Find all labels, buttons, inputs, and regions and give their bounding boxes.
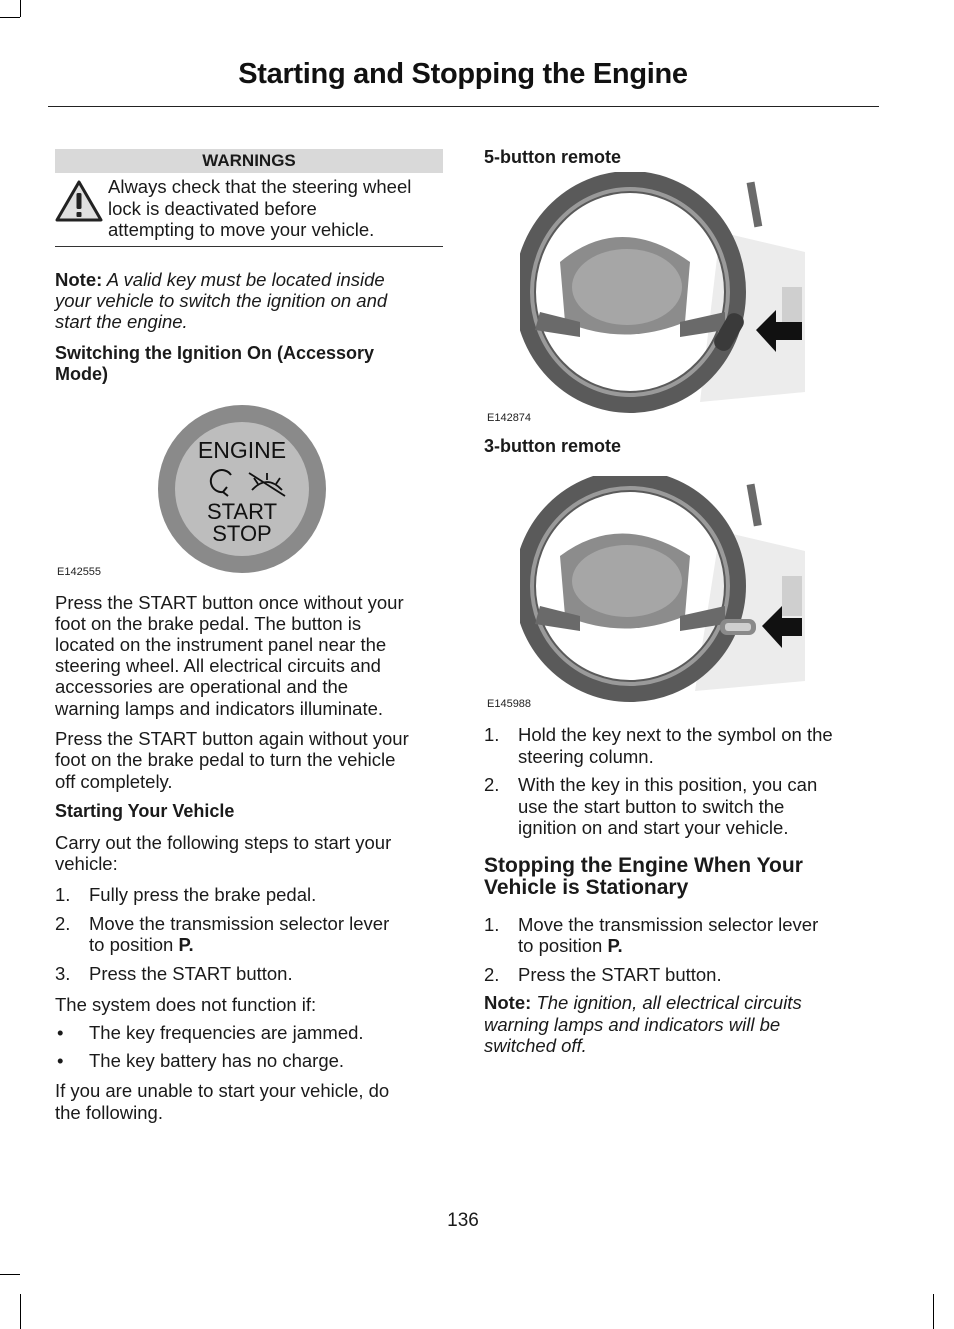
list-text: With the key in this position, you can [518,774,818,795]
list-number: 2. [55,913,71,934]
section-heading: Vehicle is Stationary [484,876,689,899]
warning-text-line: lock is deactivated before [108,198,317,219]
crop-mark [20,1294,21,1329]
figure-id: E142555 [57,566,102,578]
paragraph-line: Press the START button once without your [55,592,404,613]
list-item [55,884,445,906]
list-number: 1. [484,724,500,745]
list-number: 1. [55,884,71,905]
list-number: 2. [484,774,500,795]
crop-mark [0,17,20,18]
list-text: Move the transmission selector lever [89,913,390,934]
list-number: 1. [484,914,500,935]
engine-start-stop-button-illustration [157,404,327,574]
page-number: 136 [447,1210,479,1231]
section-heading: Stopping the Engine When Your [484,854,803,877]
note-line: switched off. [484,1035,587,1056]
paragraph-line: foot on the brake pedal to turn the vehicle [55,749,396,770]
paragraph-line: Carry out the following steps to start your [55,832,392,853]
steering-wheel-5-button-illustration [520,172,805,418]
paragraph-line: vehicle: [55,853,118,874]
paragraph-line: steering wheel. All electrical circuits and [55,655,381,676]
title-rule [48,106,879,107]
list-text-cont [89,934,194,956]
list-text: Fully press the brake pedal. [89,884,317,905]
paragraph-line: located on the instrument panel near the [55,634,387,655]
note-text: The ignition, all electrical circuits [531,992,802,1013]
bullet-text: The key frequencies are jammed. [89,1022,364,1043]
note-text: A valid key must be located inside [102,269,385,290]
list-text: to position [518,935,608,956]
figure-heading: 3-button remote [484,436,621,456]
section-heading: Mode) [55,364,108,384]
warning-rule [55,246,443,247]
bullet-mark: • [57,1050,64,1071]
page-title: Starting and Stopping the Engine [238,58,688,90]
note-line: start the engine. [55,311,188,332]
list-text: Press the START button. [89,963,293,984]
list-item [484,914,879,958]
list-text: Press the START button. [518,964,722,985]
warning-text-line: attempting to move your vehicle. [108,219,375,240]
paragraph-line: the following. [55,1102,163,1123]
bullet-item [55,1050,445,1072]
paragraph-line: Press the START button again without your [55,728,409,749]
note-label: Note: [484,992,532,1013]
button-top-label: ENGINE [197,437,287,463]
list-text: use the start button to switch the [518,796,785,817]
warnings-heading: WARNINGS [55,149,443,173]
list-text: ignition on and start your vehicle. [518,817,789,838]
note-line [55,269,385,291]
bullet-text: The key battery has no charge. [89,1050,345,1071]
list-item [55,963,445,985]
bullet-mark: • [57,1022,64,1043]
list-text: Hold the key next to the symbol on the [518,724,833,745]
button-start-label: START [206,499,278,524]
crop-mark [0,1274,20,1275]
paragraph-line: If you are unable to start your vehicle, do [55,1080,390,1101]
section-heading: Starting Your Vehicle [55,801,235,821]
crop-mark [933,1294,934,1329]
figure-id: E142874 [487,412,532,424]
list-item [484,774,879,840]
list-item [484,964,879,986]
list-number: 3. [55,963,71,984]
warning-triangle-icon [55,180,103,222]
note-line [484,992,802,1014]
section-heading: Switching the Ignition On (Accessory [55,343,375,363]
button-stop-label: STOP [212,521,272,546]
note-line: your vehicle to switch the ignition on and [55,290,388,311]
list-item [55,913,445,957]
note-line: warning lamps and indicators will be [484,1014,781,1035]
list-text: steering column. [518,746,654,767]
list-item [484,724,879,768]
paragraph-line: foot on the brake pedal. The button is [55,613,362,634]
crop-mark [20,0,21,17]
figure-id: E145988 [487,698,532,710]
list-number: 2. [484,964,500,985]
position-label: P. [607,935,623,956]
note-label: Note: [55,269,103,290]
steering-wheel-3-button-illustration [520,476,805,704]
list-text: to position [89,934,179,955]
paragraph-line: warning lamps and indicators illuminate. [55,698,384,719]
paragraph-line: off completely. [55,771,173,792]
warning-text-line: Always check that the steering wheel [108,176,412,197]
position-label: P. [178,934,194,955]
paragraph-line: accessories are operational and the [55,676,349,697]
paragraph-line: The system does not function if: [55,994,317,1015]
list-text: Move the transmission selector lever [518,914,819,935]
bullet-item [55,1022,445,1044]
figure-heading: 5-button remote [484,147,621,167]
list-text-cont [518,935,623,957]
